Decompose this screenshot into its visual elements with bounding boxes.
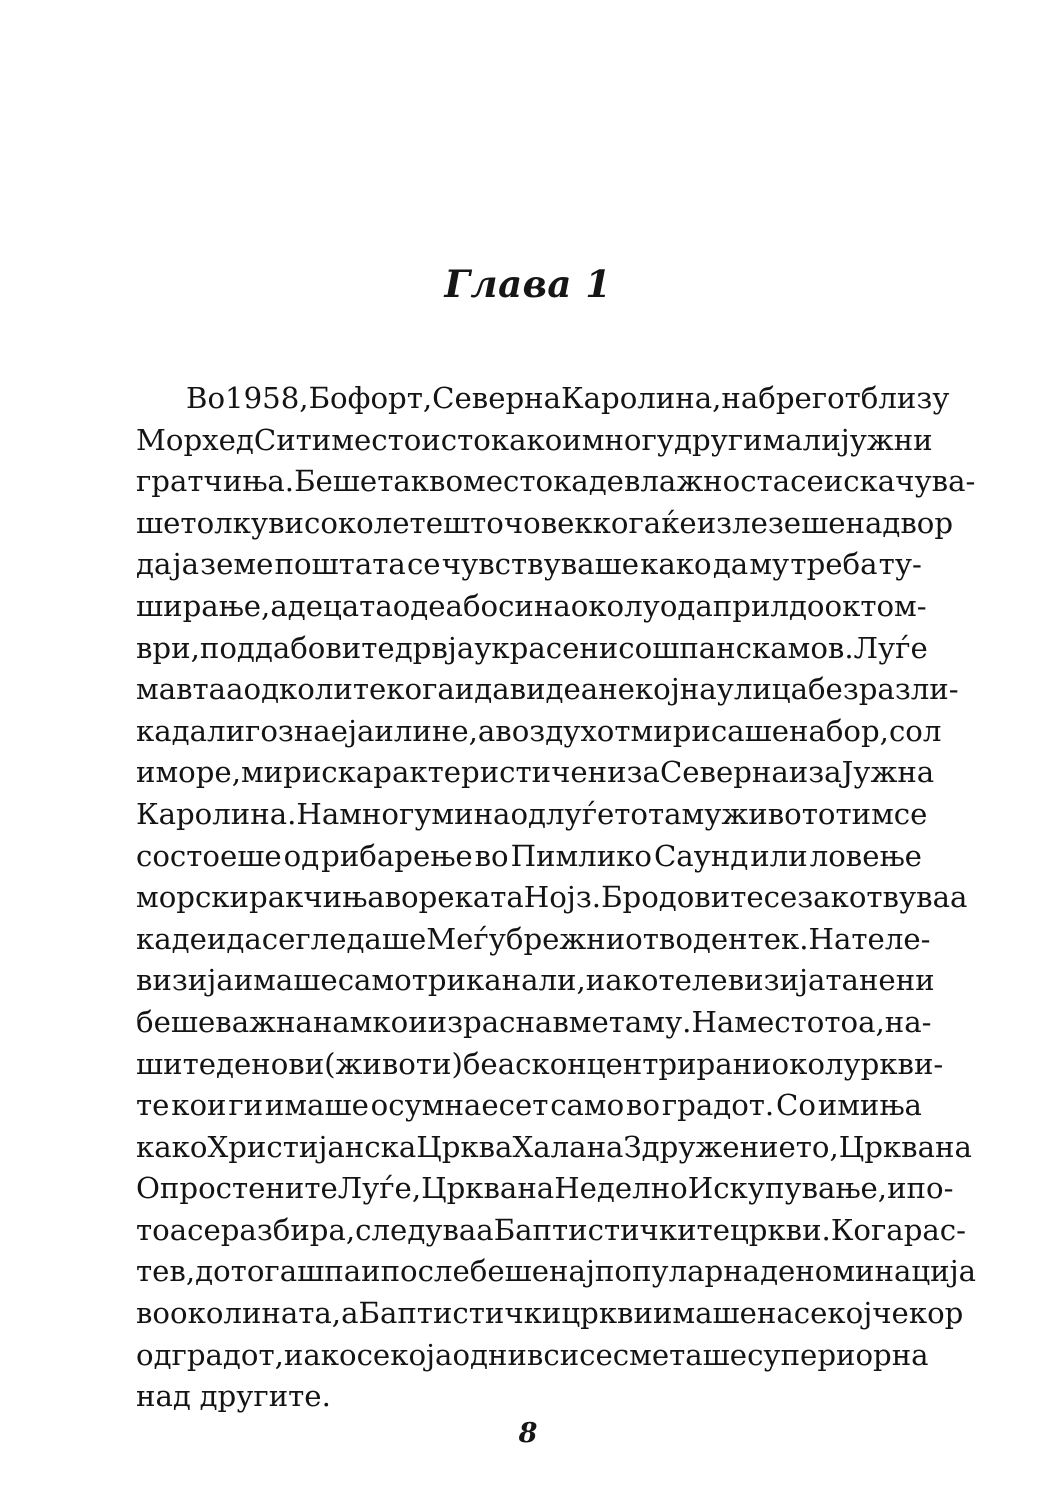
text-line bbox=[136, 544, 922, 586]
text-word: ври, bbox=[136, 630, 200, 665]
text-word: Каролина. bbox=[136, 796, 297, 831]
text-word: јужни bbox=[840, 422, 933, 457]
text-word: гратчиња. bbox=[136, 464, 295, 499]
text-word: имаше bbox=[233, 963, 338, 998]
text-line bbox=[136, 378, 950, 420]
text-word: бор, bbox=[825, 713, 889, 748]
text-word: иако bbox=[283, 1337, 357, 1372]
text-word: реката bbox=[418, 880, 524, 915]
text-word: ркви- bbox=[860, 1046, 944, 1081]
text-word: нив bbox=[488, 1337, 544, 1372]
text-word: чувствуваше bbox=[441, 547, 639, 582]
text-word: визија bbox=[136, 963, 234, 998]
text-word: а bbox=[341, 1296, 359, 1331]
text-word: како bbox=[136, 1129, 208, 1164]
text-word: и bbox=[454, 672, 475, 707]
text-word: од bbox=[659, 588, 696, 623]
text-word: високо bbox=[268, 505, 374, 540]
text-word: На bbox=[296, 796, 340, 831]
text-word: дрвја bbox=[394, 630, 475, 665]
text-word: ја bbox=[172, 547, 199, 582]
text-word: се bbox=[763, 880, 798, 915]
chapter-title: Глава 1 bbox=[444, 262, 612, 306]
text-word: исто bbox=[421, 422, 491, 457]
text-word: или bbox=[750, 838, 808, 873]
text-word: кога bbox=[386, 672, 455, 707]
text-word: на bbox=[934, 1129, 972, 1164]
text-line bbox=[136, 752, 935, 794]
text-word: Луѓе bbox=[853, 630, 928, 665]
text-word: Црква bbox=[838, 1129, 935, 1164]
text-word: некој bbox=[598, 672, 680, 707]
text-word: секој bbox=[793, 1296, 873, 1331]
text-word: други bbox=[673, 422, 763, 457]
text-word: да bbox=[136, 547, 172, 582]
text-word: на bbox=[721, 381, 759, 415]
text-word: теле- bbox=[851, 921, 931, 956]
text-word: ракчиња bbox=[249, 880, 385, 915]
text-word: без bbox=[807, 672, 859, 707]
text-word: Искупување, bbox=[687, 1171, 888, 1206]
text-word: место bbox=[331, 422, 422, 457]
text-word: тев, bbox=[136, 1254, 196, 1289]
text-line bbox=[136, 711, 942, 753]
text-word: треба bbox=[790, 547, 878, 582]
text-word: од bbox=[243, 672, 280, 707]
text-word: Неделно bbox=[554, 1171, 688, 1206]
text-word: Пимлико bbox=[510, 838, 652, 873]
text-word: беа bbox=[462, 1046, 516, 1081]
text-word: децата bbox=[287, 588, 393, 623]
text-line bbox=[136, 1002, 932, 1044]
text-word: осумнаесет bbox=[370, 1088, 549, 1123]
text-line bbox=[136, 628, 928, 670]
text-word: имаше bbox=[264, 1088, 369, 1123]
text-word: разбира, bbox=[220, 1212, 356, 1247]
text-word: на- bbox=[884, 1004, 932, 1039]
text-word: дабовите bbox=[254, 630, 395, 665]
text-word: да bbox=[474, 672, 510, 707]
text-word: а bbox=[270, 588, 288, 623]
text-line bbox=[136, 1127, 972, 1169]
text-word: Луѓе, bbox=[337, 1171, 422, 1206]
text-word: не bbox=[858, 963, 896, 998]
text-word: важна bbox=[215, 1004, 313, 1039]
text-line bbox=[136, 461, 976, 503]
text-word: Саунд bbox=[653, 838, 749, 873]
text-word: Наместо bbox=[691, 1004, 825, 1039]
text-word: се bbox=[406, 547, 441, 582]
text-word: деноминација bbox=[760, 1254, 977, 1289]
text-word: сол bbox=[888, 713, 942, 748]
text-word: во bbox=[474, 838, 509, 873]
text-word: таму bbox=[648, 796, 722, 831]
text-word: разли- bbox=[858, 672, 959, 707]
text-line bbox=[136, 1376, 922, 1418]
text-word: кои bbox=[372, 1004, 428, 1039]
text-line bbox=[136, 586, 927, 628]
text-word: чекор bbox=[872, 1296, 964, 1331]
text-word: од bbox=[452, 1337, 489, 1372]
text-word: Опростените bbox=[136, 1171, 338, 1206]
text-word: а bbox=[477, 713, 496, 748]
text-word: близу bbox=[860, 381, 950, 415]
text-line bbox=[136, 1210, 966, 1252]
text-word: за bbox=[808, 755, 842, 790]
text-line bbox=[136, 420, 933, 462]
text-word: дотогаш bbox=[195, 1254, 325, 1289]
text-word: сметаше bbox=[612, 1337, 748, 1372]
text-line bbox=[136, 919, 931, 961]
text-word: состоеше bbox=[136, 838, 282, 873]
text-word: градот, bbox=[171, 1337, 284, 1372]
text-word: и bbox=[206, 921, 227, 956]
text-word: се bbox=[187, 1212, 221, 1247]
text-word: Бродовите bbox=[601, 880, 764, 915]
body-paragraph bbox=[136, 378, 977, 1418]
text-word: следуваа bbox=[355, 1212, 494, 1247]
text-word: не, bbox=[431, 713, 478, 748]
text-word: цркви bbox=[561, 1296, 653, 1331]
text-word: три bbox=[411, 963, 467, 998]
text-word: кога bbox=[592, 505, 662, 540]
text-word: мов. bbox=[787, 630, 854, 665]
text-word: околу bbox=[771, 1046, 861, 1081]
text-word: беше bbox=[136, 1004, 216, 1039]
text-word: гледаше bbox=[295, 921, 427, 956]
text-word: да bbox=[226, 921, 262, 956]
text-word: секоја bbox=[356, 1337, 453, 1372]
text-word: многу bbox=[581, 422, 674, 457]
text-word: Црква bbox=[416, 1129, 513, 1164]
text-word: излезеше bbox=[696, 505, 846, 540]
text-word: ше bbox=[136, 505, 181, 540]
text-word: од bbox=[283, 838, 320, 873]
text-word: што bbox=[442, 505, 504, 540]
text-word: животот bbox=[721, 796, 852, 831]
text-word: (животи) bbox=[324, 1046, 463, 1081]
text-word: април bbox=[695, 588, 789, 623]
page-number: 8 bbox=[518, 1418, 538, 1449]
text-word: 1958, bbox=[225, 381, 309, 415]
text-word: море, bbox=[155, 755, 241, 790]
text-word: од bbox=[136, 1337, 172, 1372]
text-word: украсени bbox=[474, 630, 619, 665]
text-word: на bbox=[679, 672, 717, 707]
text-word: само bbox=[550, 1088, 625, 1123]
text-word: Здружението, bbox=[623, 1129, 839, 1164]
text-word: Во bbox=[186, 381, 226, 415]
text-word: и bbox=[887, 1171, 907, 1206]
text-word: на bbox=[788, 713, 826, 748]
text-word: телевизијата bbox=[658, 963, 859, 998]
text-word: мирисаше bbox=[630, 713, 789, 748]
text-word: па bbox=[324, 1254, 362, 1289]
text-word: како bbox=[490, 422, 563, 457]
text-word: мавтаа bbox=[136, 672, 244, 707]
text-line bbox=[136, 1085, 922, 1127]
text-line bbox=[136, 794, 928, 836]
text-word: тоа, bbox=[824, 1004, 885, 1039]
text-word: над bbox=[136, 1379, 191, 1414]
text-word: им bbox=[851, 796, 894, 831]
text-word: толку bbox=[180, 505, 269, 540]
text-word: ни bbox=[895, 963, 935, 998]
text-word: имиња bbox=[817, 1088, 922, 1123]
text-word: шпанска bbox=[652, 630, 788, 665]
text-word: знаеја bbox=[277, 713, 375, 748]
text-word: се bbox=[893, 796, 928, 831]
text-word: Кога bbox=[830, 1212, 904, 1247]
text-word: да bbox=[712, 547, 749, 582]
text-word: по- bbox=[906, 1171, 954, 1206]
text-word: таму. bbox=[608, 1004, 692, 1039]
text-word: се bbox=[579, 1337, 613, 1372]
text-word: мирис bbox=[240, 755, 338, 790]
text-word: Беше bbox=[294, 464, 378, 499]
text-word: Бофорт, bbox=[308, 381, 433, 415]
text-word: одеа bbox=[392, 588, 463, 623]
text-word: тек. bbox=[747, 921, 809, 956]
text-word: место bbox=[463, 464, 554, 499]
text-word: имаше bbox=[652, 1296, 757, 1331]
text-word: Црква bbox=[421, 1171, 518, 1206]
text-word: каде bbox=[136, 921, 207, 956]
text-word: за bbox=[626, 755, 660, 790]
text-word: човек bbox=[503, 505, 593, 540]
text-line bbox=[136, 836, 922, 878]
text-word: Нојз. bbox=[523, 880, 602, 915]
text-word: само bbox=[337, 963, 412, 998]
text-word: Хала bbox=[512, 1129, 587, 1164]
text-word: под bbox=[199, 630, 255, 665]
text-line bbox=[136, 1335, 929, 1377]
text-word: во bbox=[384, 880, 419, 915]
text-word: дали bbox=[171, 713, 246, 748]
text-line bbox=[136, 960, 935, 1002]
text-line bbox=[136, 877, 968, 919]
text-word: мали bbox=[762, 422, 841, 457]
text-word: денови bbox=[216, 1046, 325, 1081]
text-word: другите. bbox=[199, 1379, 331, 1414]
text-word: како bbox=[640, 547, 712, 582]
text-word: рас- bbox=[903, 1212, 966, 1247]
text-word: и bbox=[136, 755, 156, 790]
text-word: Јужна bbox=[841, 755, 935, 790]
text-word: воздухот bbox=[495, 713, 631, 748]
text-line bbox=[136, 1044, 944, 1086]
text-line bbox=[136, 1251, 977, 1293]
text-word: Морхед bbox=[136, 422, 254, 457]
text-word: наоколу bbox=[533, 588, 660, 623]
text-word: кои bbox=[171, 1088, 227, 1123]
text-word: каде bbox=[553, 464, 624, 499]
text-word: во bbox=[626, 1088, 661, 1123]
text-word: канали, bbox=[466, 963, 586, 998]
text-word: на bbox=[756, 1296, 794, 1331]
text-word: поштата bbox=[274, 547, 406, 582]
text-word: после bbox=[380, 1254, 470, 1289]
text-word: Северна bbox=[432, 381, 562, 415]
text-word: боси bbox=[462, 588, 534, 623]
text-word: на bbox=[586, 1129, 624, 1164]
text-word: околината, bbox=[170, 1296, 342, 1331]
text-word: и bbox=[562, 422, 582, 457]
text-word: Северна bbox=[659, 755, 789, 790]
text-word: се bbox=[790, 464, 824, 499]
text-word: израснавме bbox=[427, 1004, 609, 1039]
text-word: градот. bbox=[661, 1088, 775, 1123]
text-word: најпопуларна bbox=[549, 1254, 761, 1289]
text-word: земе bbox=[200, 547, 274, 582]
text-word: во bbox=[136, 1296, 171, 1331]
text-word: надвор bbox=[845, 505, 954, 540]
text-word: На bbox=[808, 921, 852, 956]
text-word: колите bbox=[279, 672, 387, 707]
text-word: искачува- bbox=[823, 464, 976, 499]
text-word: ту- bbox=[878, 547, 922, 582]
text-word: тоа bbox=[136, 1212, 188, 1247]
text-word: лете bbox=[373, 505, 443, 540]
text-word: рибарење bbox=[321, 838, 473, 873]
text-word: Меѓубрежниот bbox=[426, 921, 659, 956]
text-word: му bbox=[749, 547, 790, 582]
text-word: октом- bbox=[824, 588, 927, 623]
text-word: ка bbox=[136, 713, 172, 748]
text-word: иако bbox=[585, 963, 659, 998]
text-word: цркви. bbox=[729, 1212, 831, 1247]
text-word: воден bbox=[658, 921, 748, 956]
text-word: го bbox=[245, 713, 278, 748]
text-word: се bbox=[261, 921, 296, 956]
text-word: Со bbox=[776, 1088, 816, 1123]
text-word: улица bbox=[716, 672, 808, 707]
text-word: многумина bbox=[339, 796, 511, 831]
text-word: Христијанска bbox=[207, 1129, 417, 1164]
text-word: Каролина, bbox=[561, 381, 722, 415]
text-word: беше bbox=[469, 1254, 550, 1289]
text-word: брегот bbox=[758, 381, 861, 415]
text-word: супериорна bbox=[747, 1337, 929, 1372]
text-word: ќе bbox=[661, 505, 697, 540]
text-word: ловење bbox=[809, 838, 922, 873]
text-word: нам bbox=[312, 1004, 373, 1039]
text-word: си bbox=[543, 1337, 580, 1372]
text-word: Сити bbox=[253, 422, 332, 457]
text-word: луѓето bbox=[546, 796, 648, 831]
text-word: ширање, bbox=[136, 588, 271, 623]
text-word: шите bbox=[136, 1046, 217, 1081]
text-word: со bbox=[618, 630, 653, 665]
text-word: закотвуваа bbox=[797, 880, 968, 915]
text-word: те bbox=[136, 1088, 170, 1123]
text-word: до bbox=[788, 588, 825, 623]
text-word: од bbox=[510, 796, 546, 831]
text-word: ги bbox=[228, 1088, 264, 1123]
text-word: видеа bbox=[509, 672, 599, 707]
text-line bbox=[136, 503, 954, 545]
text-line bbox=[136, 1293, 964, 1335]
text-word: Баптистичките bbox=[493, 1212, 730, 1247]
text-word: такво bbox=[377, 464, 464, 499]
text-word: и bbox=[788, 755, 809, 790]
text-word: и bbox=[607, 755, 627, 790]
text-word: сконцентрирани bbox=[515, 1046, 772, 1081]
text-word: морски bbox=[136, 880, 250, 915]
text-line bbox=[136, 1168, 954, 1210]
text-word: Баптистички bbox=[358, 1296, 562, 1331]
text-word: на bbox=[517, 1171, 555, 1206]
text-line bbox=[136, 669, 959, 711]
text-word: и bbox=[361, 1254, 381, 1289]
text-word: карактеристичен bbox=[337, 755, 608, 790]
text-word: или bbox=[374, 713, 432, 748]
text-word: влажноста bbox=[623, 464, 791, 499]
